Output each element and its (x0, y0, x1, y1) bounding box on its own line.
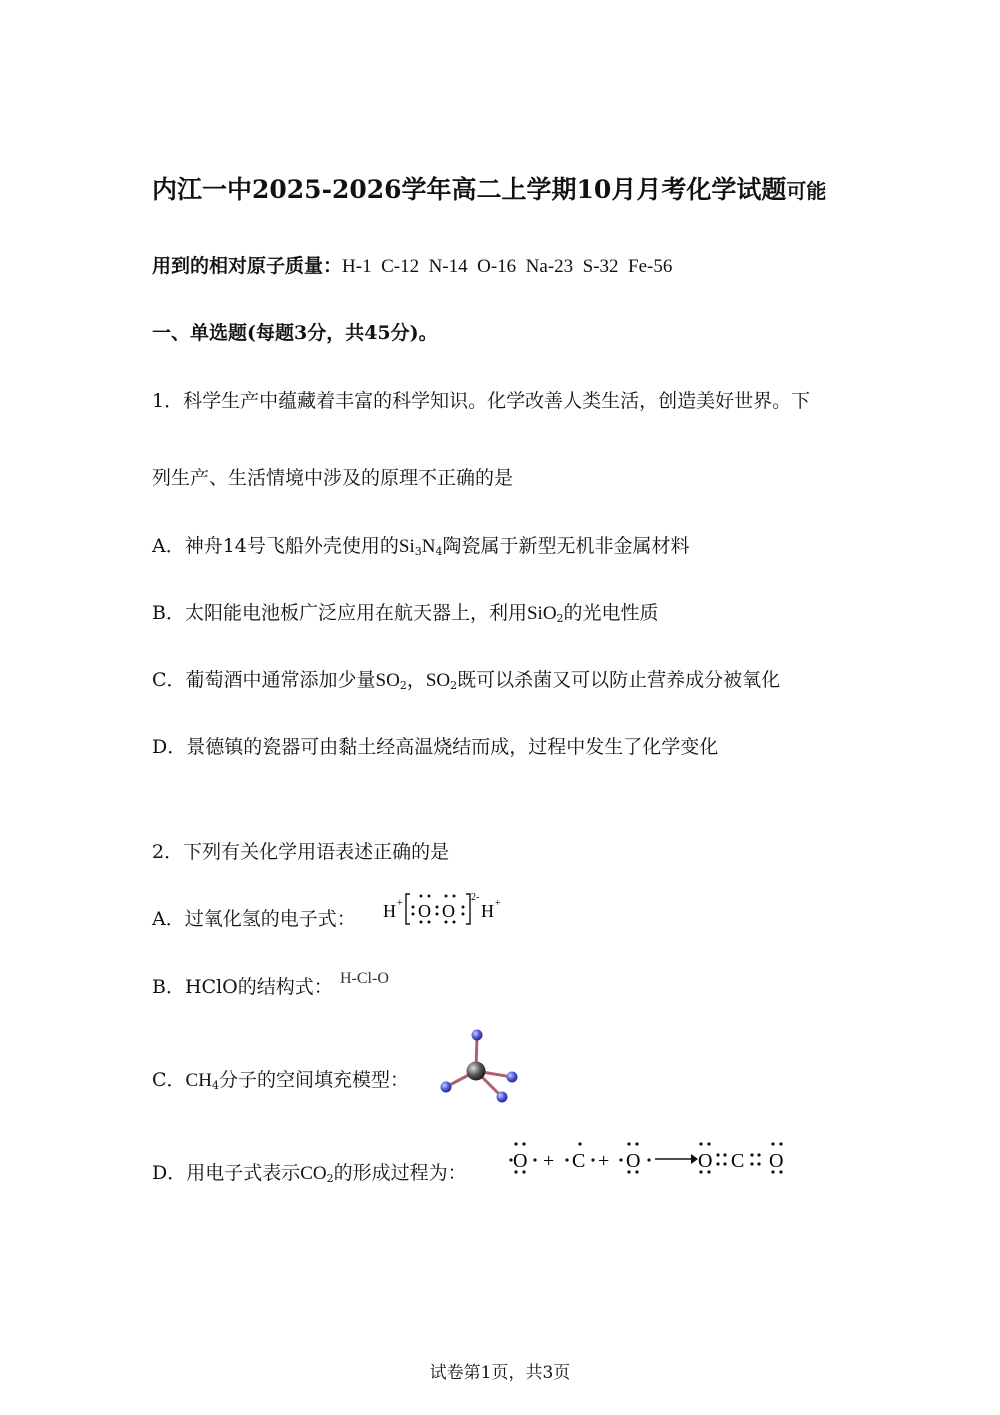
h-left: H (383, 901, 396, 921)
q2-option-c (152, 1065, 409, 1092)
q1-c-sub1: 2 (399, 679, 407, 692)
q1-b-post: 的光电性质 (563, 602, 659, 624)
q2-d-formula: CO (300, 1163, 327, 1184)
section-heading: 一、单选题(每题3分，共45分)。 (152, 322, 438, 344)
q1-a-pre: A．神舟14号飞船外壳使用的 (152, 535, 399, 557)
right-bracket (466, 894, 470, 924)
q1-option-d: D．景德镇的瓷器可由黏土经高温烧结而成，过程中发生了化学变化 (152, 736, 719, 758)
page-title (152, 170, 826, 206)
q2-d-sub: 2 (326, 1172, 334, 1185)
q2-b-text: B．HClO的结构式： (152, 976, 333, 998)
h-right: H (481, 901, 494, 921)
q1-option-a (152, 531, 690, 558)
reactant-oxygen-2: O (626, 1150, 641, 1172)
q2-d-pre: D．用电子式表示 (152, 1162, 301, 1184)
atomic-mass-line (152, 251, 672, 278)
hclo-structural-formula: H-Cl-O (340, 970, 389, 987)
q1-c-formula2: SO (425, 670, 451, 691)
q1-c-mid: ， (406, 669, 426, 691)
title-main: 内江一中2025-2026学年高二上学期10月月考化学试题 (152, 175, 787, 204)
q1-c-sub2: 2 (450, 679, 458, 692)
reactant-oxygen-1: O (513, 1150, 528, 1172)
q2-d-post: 的形成过程为： (333, 1162, 467, 1184)
q1-a-formula-si: Si (398, 536, 415, 557)
h-left-charge: + (397, 898, 403, 909)
hydrogen-atom-right (507, 1072, 518, 1083)
q2-stem: 2．下列有关化学用语表述正确的是 (152, 841, 450, 863)
q1-option-b (152, 598, 659, 625)
q1-c-formula1: SO (375, 670, 400, 691)
hydrogen-atom-top (472, 1030, 483, 1041)
q1-c-pre: C．葡萄酒中通常添加少量 (152, 669, 376, 691)
atomic-mass-label: 用到的相对原子质量： (152, 255, 343, 277)
ch4-ball-and-stick-model (432, 1022, 532, 1110)
q1-a-sub4: 4 (435, 545, 443, 558)
q1-a-post: 陶瓷属于新型无机非金属材料 (442, 535, 690, 557)
q2-option-d (152, 1158, 467, 1185)
q1-b-pre: B．太阳能电池板广泛应用在航天器上，利用 (152, 602, 527, 624)
q2-c-post: 分子的空间填充模型： (218, 1069, 409, 1091)
reactant-carbon: C (572, 1150, 586, 1172)
plus-1: + (543, 1150, 555, 1172)
q2-option-b (152, 972, 333, 999)
q2-option-a-text: A．过氧化氢的电子式： (152, 908, 356, 930)
carbon-atom (467, 1062, 486, 1081)
oxygen-1: O (418, 901, 431, 921)
bracket-charge: 2- (471, 892, 480, 903)
oxygen-2: O (442, 901, 455, 921)
title-suffix: 可能 (786, 179, 827, 203)
atomic-mass-values: H-1 C-12 N-14 O-16 Na-23 S-32 Fe-56 (342, 256, 673, 277)
q2-c-pre: C． (152, 1069, 186, 1091)
q1-a-formula-n: N (421, 536, 436, 557)
h-right-charge: + (495, 898, 501, 909)
q2-c-formula: CH (185, 1070, 212, 1091)
product-oxygen-2: O (769, 1150, 784, 1172)
q1-b-formula: SiO (526, 603, 557, 624)
h2o2-electron-formula (380, 890, 510, 930)
hydrogen-atom-left (441, 1082, 452, 1093)
co2-formation-process (505, 1138, 800, 1178)
page-footer: 试卷第1页，共3页 (429, 1363, 571, 1383)
left-bracket (406, 894, 410, 924)
q1-option-c (152, 665, 780, 692)
q1-b-sub: 2 (556, 612, 564, 625)
product-oxygen-1: O (698, 1150, 713, 1172)
product-carbon: C (731, 1150, 745, 1172)
hydrogen-atom-bottom (497, 1092, 508, 1103)
q1-a-sub3: 3 (414, 545, 422, 558)
q1-stem-line2: 列生产、生活情境中涉及的原理不正确的是 (152, 467, 514, 489)
plus-2: + (598, 1150, 610, 1172)
q2-c-sub: 4 (211, 1079, 219, 1092)
q1-stem-line1: 1．科学生产中蕴藏着丰富的科学知识。化学改善人类生活，创造美好世界。下 (152, 390, 811, 412)
q1-c-post: 既可以杀菌又可以防止营养成分被氧化 (457, 669, 781, 691)
